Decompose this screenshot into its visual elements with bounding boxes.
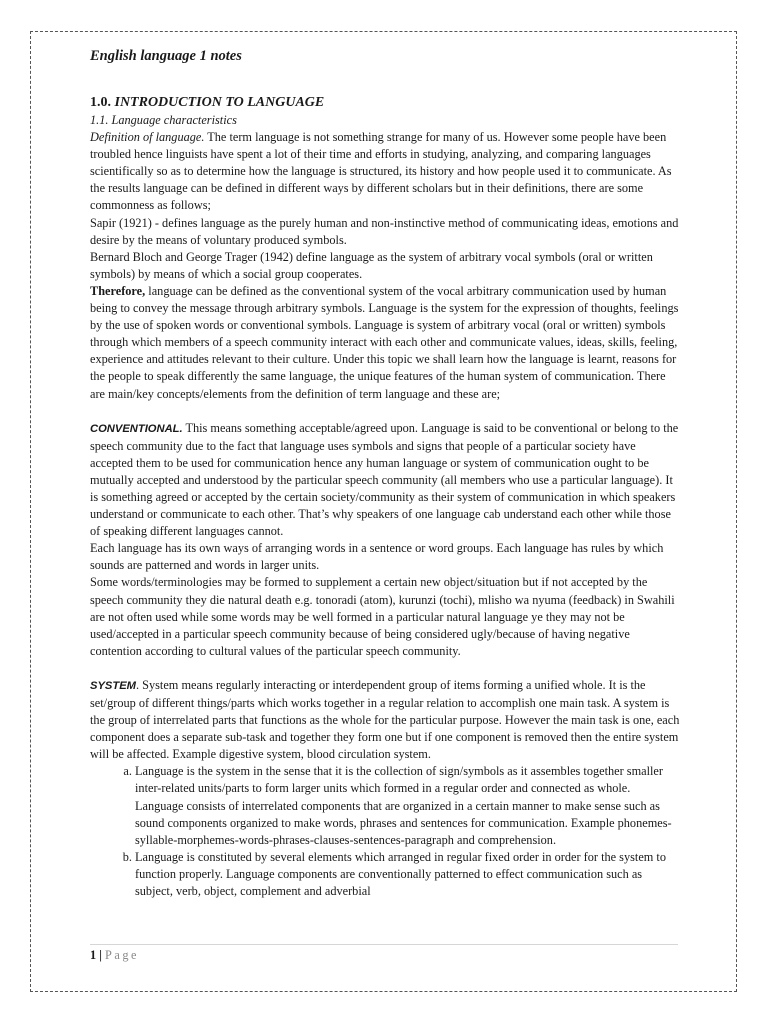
page-footer bbox=[90, 944, 678, 964]
bloch-paragraph: Bernard Bloch and George Trager (1942) define language as the system of arbitrary vocal symbols (oral or written symbols) by means of which a social group cooperates. bbox=[90, 249, 653, 281]
spacer bbox=[90, 660, 680, 677]
definition-text: The term language is not something strange for many of us. However some people have been troubled hence linguists have spent a lot of their time and efforts in studying, analyzing, and comparing languages scientifically so as to determine how the language is structured, its history and how people used it to communicate. As the results language can be defined in different ways by different scholars but in their definitions, there are some commonness as follows; bbox=[90, 130, 672, 213]
some-words-paragraph: Some words/terminologies may be formed to supplement a certain new object/situation but if not accepted by the speech community they die natural death e.g. tonoradi (atom), kurunzi (tochi), mlisho wa nyuma (feedback) in Swahili are not often used while some words may be well formed in a particular natural language ye they may not be used/accepted in a particular speech community because of being considered ugly/because of having negative contention according to cultural values of the particular speech community. bbox=[90, 575, 675, 658]
therefore-lead: Therefore, bbox=[90, 283, 146, 298]
document-header: English language 1 notes bbox=[90, 48, 242, 64]
system-text: . System means regularly interacting or interdependent group of items forming a unified whole. It is the set/group of different things/parts which works together in a regular relation to accomplish one main task. A system is the group of interrelated parts that functions as the whole for the particular purpose. However the main task is one, each component does a separate sub-task and together they form one but if one component is removed then the entire system will be affected. Example digestive system, blood circulation system. bbox=[90, 677, 680, 762]
each-language-paragraph: Each language has its own ways of arranging words in a sentence or word groups. Each language has rules by which sounds are patterned and words in larger units. bbox=[90, 541, 664, 573]
spacer bbox=[90, 403, 680, 420]
therefore-text: language can be defined as the conventional system of the vocal arbitrary communication used by human being to convey the message through arbitrary symbols. Language is the system for the expression of thoughts, feelings by the use of spoken words or conventional symbols. Language is system of arbitrary vocal (oral or written) symbols through which members of a speech community interact with each other and communicate values, ideas, skills, feeling, experience and attitudes relevant to their culture. Under this topic we shall learn how the language is learnt, reasons for the people to speak differently the same language, the unique features of the human system of communication. There are main/key concepts/elements from the definition of term language and these are; bbox=[90, 283, 679, 401]
page-label: Page bbox=[105, 948, 139, 962]
list-item: a. Language is the system in the sense that it is the collection of sign/symbols as it assembles together smaller inter-related units/parts to form larger units which formed in a regular order and connected as whole. Language consists of interrelated components that are organized in a certain manner to make sense such as sound components organized to make words, phrases and sentences for communication. Example phonemes-syllable-morphemes-words-phrases-clauses-sentences-paragraph and comprehension. bbox=[135, 763, 680, 848]
conventional-term: CONVENTIONAL. bbox=[90, 422, 183, 435]
page-number: 1 bbox=[90, 948, 97, 962]
system-points-list bbox=[90, 763, 680, 900]
footer-separator: | bbox=[99, 948, 102, 962]
conventional-paragraph bbox=[90, 420, 680, 541]
section-title: INTRODUCTION TO LANGUAGE bbox=[114, 95, 325, 110]
definition-lead: Definition of language. bbox=[90, 130, 205, 145]
therefore-paragraph bbox=[90, 283, 680, 403]
page-content bbox=[90, 46, 680, 900]
system-paragraph bbox=[90, 677, 680, 763]
definition-paragraph bbox=[90, 129, 680, 214]
sapir-paragraph: Sapir (1921) - defines language as the purely human and non-instinctive method of communicating ideas, emotions and desire by the means of voluntary produced symbols. bbox=[90, 215, 679, 247]
list-item: b. Language is constituted by several elements which arranged in regular fixed order in order for the system to function properly. Language components are conventionally patterned to effect communication such as subject, verb, object, complement and adverbial bbox=[135, 849, 680, 900]
subsection-heading: 1.1. Language characteristics bbox=[90, 113, 237, 127]
section-number: 1.0. bbox=[90, 95, 111, 110]
conventional-text: This means something acceptable/agreed upon. Language is said to be conventional or belong to the speech community due to the fact that language uses symbols and signs that people of a particular society have accepted them to be used for communication hence any human language or system of communication ought to be mutually accepted and understood by the particular speech community (all members who use a particular language). It is something agreed or accepted by the certain society/community as their system of communication in which speakers understand or communicate to each other. That’s why speakers of one language cab understand each other while those of speaking different languages cannot. bbox=[90, 420, 679, 539]
section-heading bbox=[90, 94, 680, 112]
system-term: SYSTEM bbox=[90, 679, 137, 692]
